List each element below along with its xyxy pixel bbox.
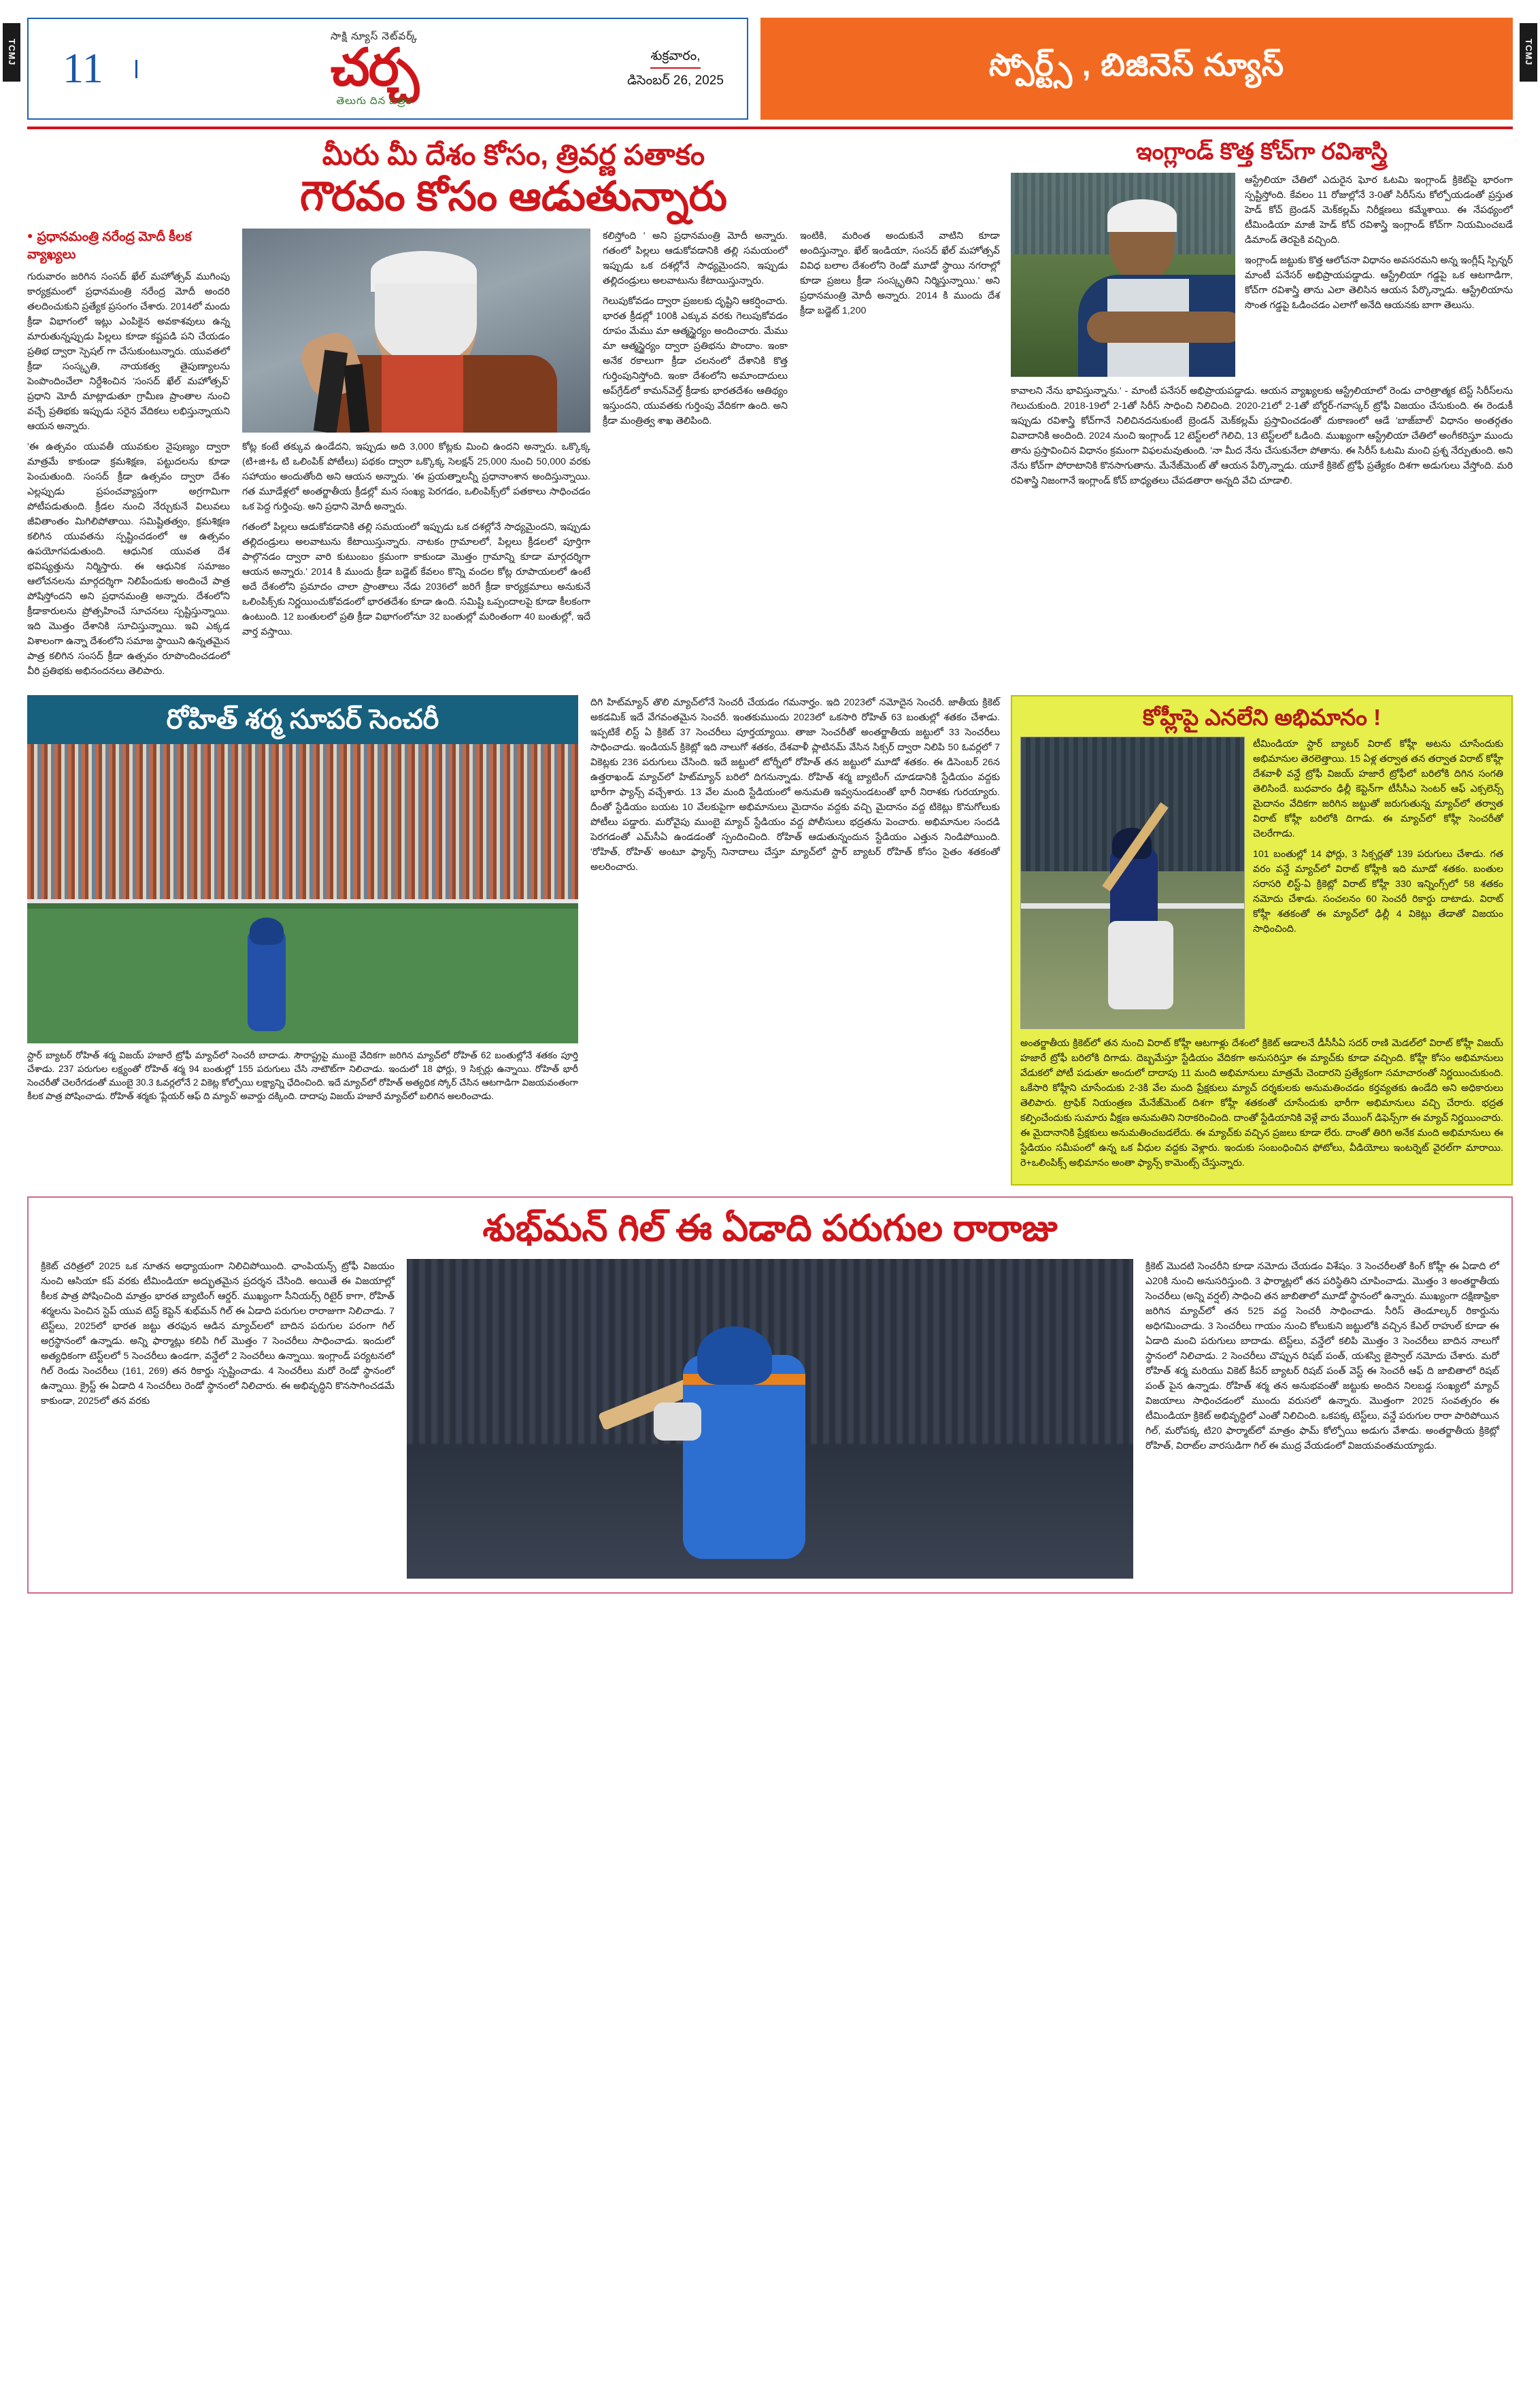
date-full: డిసెంబర్ 26, 2025: [627, 73, 724, 88]
gill-text-left: క్రికెట్ చరిత్రలో 2025 ఒక నూతన అధ్యాయంగా నిలిచిపోయింది. ఛాంపియన్స్ ట్రోఫీ విజయం నుంచి ఆసియా కప్ వరకు టీమిండియా అద్భుతమైన ప్రదర్శన చేసింది. అయితే ఈ విజయాల్లో కీలక పాత్ర పోషించింది మాత్రం భారత బ్యాటింగ్ ఆర్డర్. ముఖ్యంగా సీనియర్స్ రిటైర్ కాగా, రోహిత్ శర్మలను పెంచిన స్టెప్ యువ టెస్ట్ కెప్టెన్ శుభ్‌మన్ గిల్ ఈ ఏడాది పరుగుల రారాజుగా నిలిచాడు. 7 టెస్ట్‌లు, 2025లో భారత జట్టు తరఫున ఆడిన మ్యాచ్‌లలో బాదిన పరుగుల పరంగా గిల్ అగ్రస్థానంలో ఉన్నాడు. అన్ని ఫార్మాట్లు కలిపి గిల్ మొత్తం 7 సెంచరీలు సాధించాడు. ఇందులో అత్యధికంగా టెస్ట్‌లలో 5 సెంచరీలు ఉండగా, వన్డేలో 2 సెంచరీలు ఉన్నాయి. ఇంగ్లాండ్ పర్యటనలో గిల్ రెండు సెంచరీలు (161, 269) తన రికార్డు స్పష్టించాడు. 4 సెంచరీలు మరో రెండో స్థానంలో ఉన్నాయి. క్రైస్ట్ ఈ ఏడాది 4 సెంచరీలు రెండో స్థానంలో నిలిచారు. ఈ అభివృద్ధిని కొనసాగించడమే కాకుండా, 2025లో తన వరకు: [41, 1260, 395, 1407]
rohit-story: [27, 695, 1000, 1186]
masthead-left: [27, 18, 748, 120]
gill-photo: [407, 1259, 1133, 1579]
gill-title: శుభ్‌మన్ గిల్ ఈ ఏడాది పరుగుల రారాజు: [482, 1208, 1058, 1249]
lead-headline-line1: మీరు మీ దేశం కోసం, త్రివర్ణ పతాకం: [322, 139, 705, 171]
rohit-body-text: దిగి హిట్‌మ్యాన్ తొలి మ్యాచ్‌లోనే సెంచరీ చేయడం గమనార్హం. ఇది 2023లో నమోదైన సెంచరీ. జాతీయ క్రికెట్ అకడమిక్ ఇదే వేగవంతమైన సెంచరీ. ఇంతకుముందు 2023లో ఒకసారి రోహిత్ 63 బంతుల్లో శతకం చేశాడు. ఇప్పటికే లిస్ట్ ఏ క్రికెట్ 37 సెంచరీలు పూర్తయ్యాయి. తాజా సెంచరీతో అంతర్జాతీయ జట్టులో 33 సెంచరీలు సాధించాడు. ఇండియన్ క్రికెట్లో ఇది నాలుగో శతకం, దేశవాళీ ప్లాటినమ్ వేసిన సిక్సర్ ద్వారా నిలిపి 50 ఓవర్లలో 7 వికెట్లకు 236 పరుగులు చేసింది. ఇదే జట్టులో టోర్నీలో రోహిత్ తన జట్టులో మూడో శతకం. ఈ డిసెంబర్ 26న ఉత్తరాఖండ్ మ్యాచ్‌లో హిట్‌మ్యాన్ బరిలో దిగనున్నాడు. రోహిత్ శర్మ బ్యాటింగ్ చూడడానికి స్టేడియం వద్దకు భారీగా ఫ్యాన్స్ వచ్చేశారు. 13 వేల మంది స్టేడియంలో అనుమతి ఇవ్వనుండటంతో భారీ నిరాశకు గురయ్యారు. దీంతో స్టేడియం బయట 10 వేలకుపైగా అభిమానులు మైదానం వద్దకు వచ్చి మైదానం వద్ద టికెట్లు కొనుగోలుకు పోటీలు పడ్డారు. మరోవైపు ముంబై మ్యాచ్ స్టేడియం వద్ద పోలీసులు భద్రతను పెంచారు. అభిమానుల సందడి పెరగడంతో ఎమ్‌సీఏ ఉండడంతో స్పందించింది. రోహిత్ ఆడుతున్నందున స్టేడియం ఎత్తున నిండిపోయింది. 'రోహిత్, రోహిత్' అంటూ ఫ్యాన్స్ నినాదాలు చేస్తూ మ్యాచ్‌లో స్టార్ బ్యాటర్ రోహిత్ కోసం సైతం శతకంతో అలరించారు.: [590, 696, 1000, 873]
rohit-caption: స్టార్ బ్యాటర్ రోహిత్ శర్మ విజయ్ హజారే ట్రోఫీ మ్యాచ్‌లో సెంచరీ బాదాడు. సౌరాష్ట్రపై ముంబై వేదికగా జరిగిన మ్యాచ్‌లో రోహిత్ 62 బంతుల్లోనే శతకం పూర్తి చేశాడు. 237 పరుగుల లక్ష్యంతో రోహిత్ శర్మ 94 బంతుల్లో 155 పరుగులు చేసి నాటౌట్‌గా నిలిచాడు. ఇందులో 18 ఫోర్లు, 9 సిక్సర్లు ఉన్నాయి. రోహిత్ భారీ సెంచరీతో చెలరేగడంతో ముంబై 30.3 ఓవర్లలోనే 2 వికెట్ల కోల్పోయి లక్ష్యాన్ని ఛేదించింది. ఇదే మ్యాచ్‌లో రోహిత్ అత్యధిక స్కోర్ చేసిన ఆటగాడిగా విజయవంతంగా కీలక పాత్ర పోషించాడు. రోహిత్ శర్మకు 'ప్లేయర్ ఆఫ్ ది మ్యాచ్' అవార్డు దక్కింది. దాదాపు విజయ్ హజారే మ్యాచ్‌లో బలిగిన అలరించాడు.: [27, 1049, 578, 1101]
lead-col3-text: కలిస్తోంది ' అని ప్రధానమంత్రి మోదీ అన్నారు. గతంలో పిల్లలు ఆడుకోవడానికి తల్లి సమయంలో ఇప్పుడు ఒక దశల్లోనే సాధ్యమైందని, ఇప్పుడు తల్లిదండ్రులు అలవాటును కేటాయిస్తున్నారు. గెలుపుకోవడం ద్వారా ప్రజలకు దృష్టిని ఆకర్షించారు. భారత క్రీడల్లో 100కి ఎక్కువ వరకు గెలుపుకోవడం రూపం మేము మా ఆత్మస్థైర్యం అందించారు. మేము మా ఆత్మస్థైర్యం ద్వారా ప్రతిభను పొందాం. ఇంకా అనేక రకాలుగా క్రీడా చలనంలో దేశానికి కొత్త గుర్తింపునిస్తోంది. ఇంకా దేశంలోని అమాందాదులు అప్‌గ్రేడ్‌లో కామన్‌వెల్త్ క్రీడాకు భారతదేశం ఆతిథ్యం ఇస్తుందని, యువతకు గుర్తింపు వేదికగా ఉంది. అని క్రీడా మంత్రిత్వ శాఖ తెలిపింది.: [603, 231, 788, 427]
modi-photo: [242, 229, 590, 433]
logo-tagline-bottom: తెలుగు దిన పత్రిక: [336, 95, 412, 107]
kohli-text-bottom: అంతర్జాతీయ క్రికెట్‌లో తన నుంచి విరాట్ కోహ్లీ ఆటగాళ్లు దేశంలో క్రికెట్ ఆడాలనే డీసీసీఏ సదర్ రాణి మెడల్‌లో విరాట్ కోహ్లీ విజయ్ హజారే ట్రోఫీ బరిలోకి దిగాడు. దెబ్బమేస్తూ స్టేడియం వేదికగా అనుసరిస్తూ ఈ మ్యాచ్‌కు కూడా వచ్చింది. కోహ్లీ కోసం అభిమానులు వేడుకలో పోటీ పడుతూ అందులో దాదాపు 11 మంది అభిమానులు మాత్రమే చెందారని ప్రత్యేకంగా సమాచారంతో నిర్ణయించుకుంది. ఒకేసారి కోహ్లీని చూసేందుకు 2-3కి వేల మంది ప్రేక్షకులు మ్యాచ్ దర్శకులకు అనుమతించడం కర్తవ్యతకు ఉండేది అని అధికారులు తెలిపారు. ట్రాఫిక్ నియంత్రణ మేనేజ్‌మెంట్ దిశగా కోహ్లీ శతకంతో చూసేందుకు భారీగా అభిమానులు వచ్చి చేరారు. భద్రత కల్పించేందుకు సుమారు వీక్షణ అనుమతిని నిరాకరించింది. దాంతో స్టేడియానికి వెళ్లే వారు వేయింగ్ డిఫెన్స్‌గా ఈ మ్యాచ్ నిర్ణయించారు. ఈ మైదానానికి ప్రేక్షకులు అనుమతించబడలేదు. ఈ మ్యాచ్‌కు వచ్చిన ప్రజలు కూడా లేరు. దాంతో తిరిగి అనేక మంది అభిమానులు ఈ స్టేడియం సమీపంలో ఉన్న ఒక వీధుల వద్దకు వెళ్లారు. ఇందుకు సంబంధించిన ఫోటోలు, వీడియోలు ఇంటర్నెట్ వైరల్‌గా మారాయి. రె+ఒలింపిక్స్ అభిమానం అంతా ఫ్యాన్స్ కామెంట్స్ చేస్తున్నారు.: [1020, 1038, 1503, 1169]
kohli-text-top: టీమిండియా స్టార్ బ్యాటర్ విరాట్ కోహ్లీ అటను చూసేందుకు అభిమానుల తెరలెత్తాయి. 15 ఏళ్ల తర్వాత తన తర్వాత విరాట్ కోహ్లీ దేశవాళీ వన్డే ట్రోఫీ విజయ్ హజారే ట్రోఫీలో బరిలోకి దిగిన సంగతి తెలిసిందే. బుధవారం ఢిల్లీ కెప్టెన్‌గా టీసీసీఎ సెంటర్ ఆఫ్ ఎక్సలెన్స్ మైదానం వేదికగా జరిగిన జట్టుతో జరుగుతున్న మ్యాచ్‌లో తర్వాత విరాట్ కోహ్లీ బరిలోకి దిగాడు. ఈ మ్యాచ్‌లో కోహ్లీ సెంచరీతో చెలరేగాడు. 101 బంతుల్లో 14 ఫోర్లు, 3 సిక్సర్లతో 139 పరుగులు చేశాడు. గత వరం వన్డే మ్యాచ్‌లో విరాట్ కోహ్లీకి ఇది మూడో శతకం. బంతుల సరాసరి లిస్ట్-ఏ క్రికెట్లో విరాట్ కోహ్లీ 330 ఇన్నింగ్స్‌లో 58 శతకం నమోదు చేశాడు. సంచలనం 60 సెంచరీ రికార్డు దాటాడు. విరాట్ కోహ్లీ శతకంతో ఈ మ్యాచ్‌లో ఢిల్లీ 4 వికెట్లు తేడాతో విజయం సాధించింది.: [1253, 739, 1503, 935]
gill-story: [27, 1196, 1513, 1593]
newspaper-logo: [137, 31, 611, 106]
shastri-photo: [1011, 173, 1235, 377]
logo-tagline-top: సాక్షి న్యూస్ నెట్‌వర్క్: [330, 31, 418, 43]
mid-block: [27, 695, 1513, 1186]
page-number: 11: [29, 45, 137, 93]
date-day: శుక్రవారం,: [650, 47, 700, 69]
masthead-divider: [27, 127, 1513, 129]
lead-col-4: [800, 229, 1000, 684]
lead-kicker: ● ప్రధానమంత్రి నరేంద్ర మోదీ కీలక వ్యాఖ్యలు: [27, 229, 230, 263]
left-color-tab: TCMJ: [3, 23, 20, 82]
lead-col-2: [242, 229, 590, 684]
lead-headline: [27, 139, 1000, 219]
right-color-tab: TCMJ: [1520, 23, 1537, 82]
lead-col-1: [27, 229, 230, 684]
top-block: [27, 139, 1513, 684]
shastri-text-top: ఆస్ట్రేలియా చేతిలో ఎదురైన ఘోర ఓటమి ఇంగ్లాండ్ క్రికెట్‌పై భారంగా స్పష్టిస్తోంది. కేవలం 11 రోజుల్లోనే 3-0తో సిరీస్‌ను కోల్పోయడంతో ప్రస్తుత హెడ్ కోచ్ బ్రెండన్ మెక్‌కల్లమ్ నిరీక్షణలు కమ్మేశాయి. ఈ నేపథ్యంలో టీమిండియా మాజీ హెడ్ కోచ్ రవిశాస్త్రి ఇంగ్లాండ్ కోచ్‌గా నియమించబడే డిమాండ్ తెరపైకి వచ్చింది. ఇంగ్లాండ్ జట్టుకు కొత్త ఆలోచనా విధానం అవసరమని అన్న ఇంగ్లీష్ స్పిన్నర్ మాంటీ పనేసర్ అభిప్రాయపడ్డాడు. ఆస్ట్రేలియా గడ్డపై ఒక ఆటగాడిగా, కోచ్‌గా రవిశాస్త్రి తాను ఎలా తెలిసిన ఆయన పేర్కొన్నాడు. ఆస్ట్రేలియాను సొంత గడ్డపై ఓడించడం ఎలాగో అనేది ఆయనకు బాగా తెలుసు.: [1245, 175, 1513, 312]
logo-title: చర్చ: [330, 39, 418, 97]
lead-story: [27, 139, 1000, 684]
kohli-story: [1011, 695, 1513, 1186]
rohit-feature: [27, 695, 578, 1103]
shastri-story: [1011, 139, 1513, 684]
lead-col1-text: గురువారం జరిగిన సంసద్ ఖేల్ మహోత్సవ్ ముగింపు కార్యక్రమంలో ప్రధానమంత్రి నరేంద్ర మోదీ అందరి తలదించుకుని ప్రత్యేక ప్రసంగం చేశారు. 2014లో మందు క్రీడా విభాగంలో ఇట్లు ఎంపికైన అవకాశవులు ఉన్న మారుతున్నప్పుడు పిల్లలు కూడా కష్టపడి పని చేయడం ప్రతిభ ద్వారా స్పెషల్ గా చేసుకుంటున్నారు. యువతలో క్రీడా సంస్కృతి, నాయకత్వ తైపుణ్యాలను పెంపొందించేలా నిర్దేశించిన 'సంసద్ ఖేల్ మహోత్సవ్' ప్రధాని మోదీ మాట్లాడుతూ గ్రామీణ ప్రాంతాల నుంచి వచ్చే ప్రతిభకు ఇప్పుడు సరైన వేదికలు లభిస్తున్నాయని ఆయన అన్నారు. 'ఈ ఉత్సవం యువతీ యువకుల నైపుణ్యం ద్వారా మాత్రమే కాకుండా క్రమశిక్షణ, పట్టుదలను కూడా పెంచుతుంది. సంసద్ క్రీడా ఉత్సవం ద్వారా దేశం ఎల్లప్పుడు ప్రపంచవ్యాప్తంగా అగ్రగామిగా పోటీపడుతుంది. క్రీడల నుంచి నేర్చుకునే విలువలు జీవితాంతం మిగిలిపోతాయి. సమిష్టితత్వం, క్రమశిక్షణ కలిగిన యువతను స్పష్టించడంలో ఆ ఉత్సవం ఉపయోగపడుతుంది. ఆధునిక యువత దేశ భవిష్యత్తును నిర్మిస్తారు. ఈ ఆధునిక సమాజం ఆలోచనలను మార్గదర్శిగా నిలిపేందుకు అందించే పాత్ర పోషిస్తోందని అని ప్రధానమంత్రి అన్నారు. దేశంలోని క్రీడాకారులను ప్రోత్సహించే సూచనలు స్పష్టిస్తున్నాయి. ఇది మొత్తం దేశానికి సూచిస్తున్నాయి. ఇవి ఎక్కడ విశాలంగా ఉన్నా దేశంలోని సమాజ స్థాయిని ఉన్నతమైన పాత్ర కలిగిన సంసద్ క్రీడా ఉత్సవం రూపొందించడంలో వీరి ప్రతిభకు అభినందనలు తెలిపారు.: [27, 271, 230, 677]
section-banner: స్పోర్ట్స్ , బిజినెస్ న్యూస్: [760, 18, 1513, 120]
rohit-title: రోహిత్ శర్మ సూపర్ సెంచరీ: [27, 695, 578, 744]
shastri-text-bottom: కావాలని నేను భావిస్తున్నాను.' - మాంటీ పనేసర్ అభిప్రాయపడ్డాడు. ఆయన వ్యాఖ్యలకు ఆస్ట్రేలియాలో రెండు చారిత్రాత్మక టెస్ట్ సిరీస్‌లను గెలుచుకుంది. 2018-19లో 2-1తో సిరీస్ సాధించి నిలిచింది. 2020-21లో 2-1తో బోర్డర్-గవాస్కర్ ట్రోఫీ విజయం చేసుకుంది. ఈ రెండుకీ ఇప్పుడు రవిశాస్త్రి కోచ్‌గానే నిలిచినదనుకుంటే బ్రెండన్ మెక్‌కల్లమ్ ప్రస్తావించడంతో దుకాణంలో ఆడే 'బాజ్‌బాల్' విధానం అంతర్గతం వివాదానికి అందింది. 2024 నుంచి ఇంగ్లాండ్ 12 టెస్ట్‌లలో గెలిచి, 13 టెస్ట్‌లలో ఓడింది. ముఖ్యంగా ఆస్ట్రేలియా చేతిలో అంగీకరిస్తూ ముందు తాను ప్రస్తావించిన విధానం క్రమంగా విఫలమవుతుంది. 'నా మీద నేను చేసుకునేలా పోతాను. ఈ సిరీస్ ఓటమి మంచి ప్రశ్న నేర్పుతుంది. అని నేను కోచ్‌గా పోరాటానికి కొనసాగుతాను. మేనేజ్‌మెంట్ తో ఆయన పేర్కొన్నాడు. యూకే క్రికెట్ ట్రోఫీ ప్రత్యేకం దిశగా అడుగులు వేస్తోంది. మరి రవిశాస్త్రి నిజంగానే ఇంగ్లాండ్ కోచ్ బాధ్యతలు చేపడతారా అన్నది వేచి చూడాలి.: [1011, 386, 1513, 487]
shastri-headline: ఇంగ్లాండ్ కొత్త కోచ్‌గా రవిశాస్త్రి: [1136, 139, 1388, 165]
gill-text-right: క్రికెట్ మొదటి సెంచరీని కూడా నమోదు చేయడం విశేషం. 3 సెంచరీలతో కింగ్ కోహ్లీ ఈ ఏడాది లో ఎ20కి నుంచి అనుసరిస్తుంది. 3 ఫార్మాట్లలో తన పరిస్థితిని చూపించాడు. మొత్తం 3 అంతర్జాతీయ సెంచరీలు (అన్ని వర్షల్) సాధించి తన జాబితాలో మూడో స్థానంలో ఉన్నారు. ముఖ్యంగా దక్షిణాఫ్రికా జరిగిన మ్యాచ్‌లో తన 525 వద్ద సెంచరీ సాధించాడు. సీరిస్ తెండూల్కర్ రికార్డును అధిగమించాడు. 3 సెంచరీలు గాయం నుంచి కోలుకుని జట్టులోకి వచ్చిన కేఎల్ రాహుల్ కూడా ఈ ఏడాది మంచి పరుగులు బాదాడు. టెస్ట్‌లు, వన్డేలో కలిపి మొత్తం 3 సెంచరీలు బాదిన నాలుగో స్థానంలో నిలిచాడు. 2 సెంచరీలు చొప్పున రిషబ్ పంత్, యశస్వి జైస్వాల్ నమోదు చేశారు. మరో రోహిత్ శర్మ మరియు వికెట్ కీపర్ బ్యాటర్ రిషబ్ పంత్ వెస్ట్ ఈ సెంచరీ ఆఫ్ ది జాబితాలో రిషబ్ పంత్ పైన ఉన్నాడు. రోహిత్ శర్మ తన అనుభవంతో జట్టుకు అందిన నిలబడ్డ సంఖ్యలో మ్యాచ్ విజయాలు సాధించడంలో ముందు వరుసలో ఉన్నారు. మొత్తంగా 2025 సంవత్సరం ఈ టీమిండియా క్రికెట్ అభివృద్ధిలో ఎంతో నిలిచింది. ఒకపక్క టెస్ట్‌లు, వన్డే పరుగుల రారా పారిపోయిన గిల్, మరోపక్క టి20 ఫార్మాట్‌లో మాత్రం ఫామ్ కోల్పోయి అడుగు వేశాడు. అంతర్జాతీయ క్రికెట్లో రోహిత్, విరాట్‌ల వారసుడిగా గిల్ ఈ ముద్ర వేయడంలో విజయవంతమయ్యాడు.: [1145, 1260, 1499, 1451]
rohit-stadium-photo: [27, 744, 578, 1043]
lead-col-3: [603, 229, 788, 684]
masthead: [27, 18, 1513, 120]
kohli-photo: [1020, 737, 1245, 1029]
publication-date: [611, 47, 747, 91]
lead-col2-text: కోట్ల కంటే తక్కువ ఉండేదని, ఇప్పుడు అది 3,000 కోట్లకు మించి ఉందని అన్నారు. ఒక్కొక్క (టి+జి+ఓ టి ఒలింపిక్ పోటీలు) పథకం ద్వారా ఒక్కొక్క సెలక్షన్ 25,000 నుంచి 50,000 వరకు సహాయం అందుతోంది అని ఆయన అన్నారు. 'ఈ ప్రయత్నాలన్నీ ప్రధానాంశాన అందిస్తున్నాయి. గత మూడేళ్లలో అంతర్జాతీయ క్రీడల్లో మన సంఖ్య పెరగడం, ఒలింపిక్స్‌లో పతకాలు సాధించడం ఒక పెద్ద గుర్తింపు. అని ప్రధాని మోదీ అన్నారు. గతంలో పిల్లలు ఆడుకోవడానికి తల్లి సమయంలో ఇప్పుడు ఒక దశల్లోనే సాధ్యమైందని, ఇప్పుడు తల్లిదండ్రులు అలవాటును కేటాయిస్తున్నారు. నాటకం గ్రామాలలో, పిల్లలు క్రీడలలో పూర్తిగా పాల్గొనడం ద్వారా వారి కుటుంబం క్రమంగా కాకుండా మొత్తం గ్రామాన్ని కూడా మార్గదర్శిగా ఆయన అన్నారు.' 2014 కి ముందు క్రీడా బడ్జెట్ కేవలం కొన్ని వందల కోట్ల రూపాయలలో ఉంటే అదే దేశంలోని ప్రమాదం చాలా ప్రాంతాలు నేడు 2036లో జరిగే క్రీడా కార్యక్రమాలు అనుకునే ఒలింపిక్స్‌కు నిర్ణయించుకోవడంలో భారతదేశం కూడా ఉంది. సమిష్టి ఒప్పందాలపై కూడా కీలకంగా ఉంటుంది. 12 బంతులలో ప్రతి క్రీడా విభాగంలోనూ 32 బంతుల్లో మరింతంగా 40 బంతుల్లో, ఇదే వార్త వస్తాయి.: [242, 441, 590, 638]
lead-headline-line2: గౌరవం కోసం ఆడుతున్నారు: [300, 173, 727, 220]
kohli-title: కోహ్లీపై ఎనలేని అభిమానం !: [1142, 704, 1382, 730]
lead-col4-text: ఇంటికి, మరింత అందుకునే వాటిని కూడా అందిస్తున్నాం. ఖేల్ ఇండియా, సంసద్ ఖేల్ మహోత్సవ్ వివిధ బలాల దేశంలోని రెండో మూడో స్థాయి నగరాల్లో కూడా ప్రజలు క్రీడా సంస్కృతిని నిర్మిస్తున్నాయి.' అని ప్రధానమంత్రి మోదీ అన్నారు. 2014 కి ముందు దేశ క్రీడా బడ్జెట్ 1,200: [800, 231, 1000, 317]
lead-story-columns: [27, 229, 1000, 684]
